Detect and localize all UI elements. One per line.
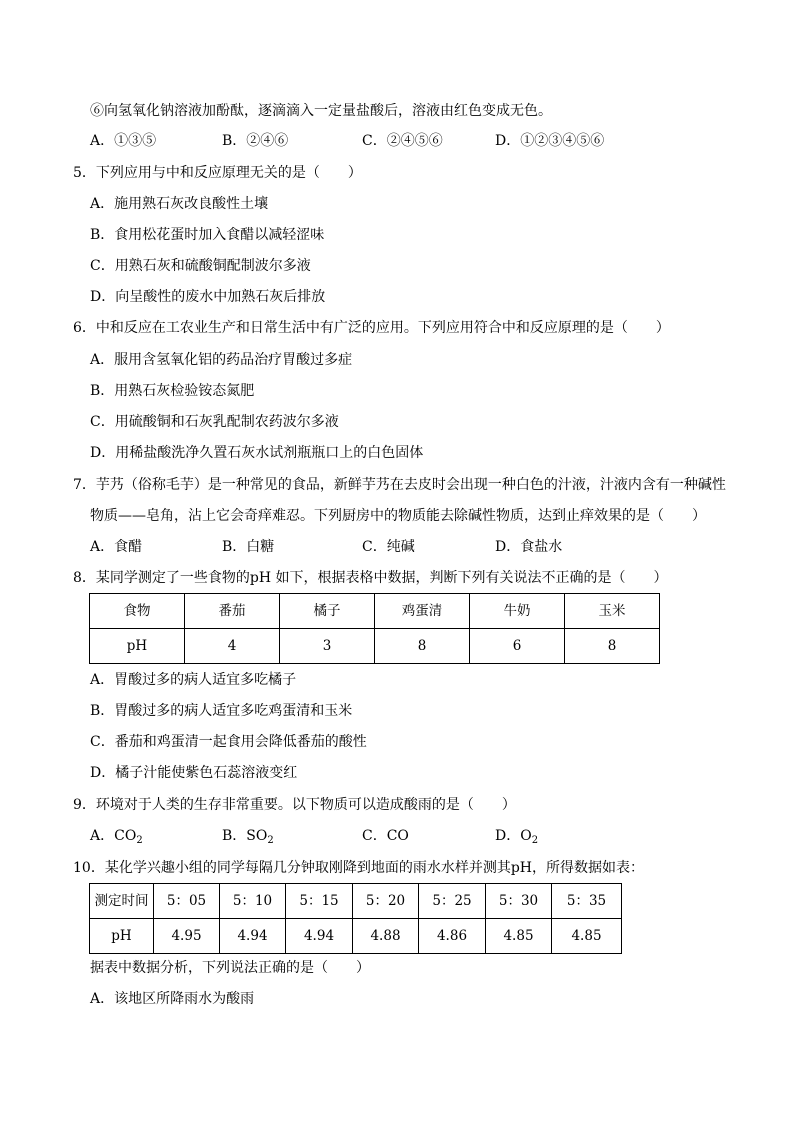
question-10-option-a: A．该地区所降雨水为酸雨 [90, 991, 255, 1007]
question-9-stem: 9．环境对于人类的生存非常重要。以下物质可以造成酸雨的是（ ） [73, 797, 516, 813]
table-cell: 5：10 [220, 884, 286, 919]
question-10-sub-stem: 据表中数据分析，下列说法正确的是（ ） [90, 960, 370, 976]
question-9-option-d [495, 826, 538, 846]
formula-main: SO [246, 828, 268, 844]
question-5-option-a: A．施用熟石灰改良酸性土壤 [90, 196, 269, 212]
question-7-stem-line-2: 物质——皂角，沾上它会奇痒难忍。下列厨房中的物质能去除碱性物质，达到止痒效果的是（ ） [90, 508, 706, 524]
question-5-option-d: D．向呈酸性的废水中加熟石灰后排放 [90, 289, 326, 305]
question-4-option-c: C．②④⑤⑥ [362, 133, 443, 149]
table-cell: 4.86 [419, 919, 486, 954]
question-8-option-b: B．胃酸过多的病人适宜多吃鸡蛋清和玉米 [90, 703, 353, 719]
table-cell: 4.94 [220, 919, 286, 954]
table-cell: 5：35 [552, 884, 622, 919]
formula-subscript: 2 [267, 835, 274, 846]
table-cell: 6 [470, 629, 565, 664]
rain-ph-table [89, 883, 622, 954]
question-8-option-c: C．番茄和鸡蛋清一起食用会降低番茄的酸性 [90, 734, 367, 750]
table-cell: pH [90, 919, 154, 954]
food-ph-table [89, 593, 660, 664]
question-4-statement-6: ⑥向氢氧化钠溶液加酚酞，逐滴滴入一定量盐酸后，溶液由红色变成无色。 [90, 103, 552, 119]
table-cell: 5：25 [419, 884, 486, 919]
table-cell: 牛奶 [470, 594, 565, 629]
formula-subscript: 2 [531, 835, 539, 846]
question-6-option-a: A．服用含氢氧化铝的药品治疗胃酸过多症 [90, 352, 353, 368]
question-7-option-c: C．纯碱 [362, 539, 415, 555]
question-8-option-a: A．胃酸过多的病人适宜多吃橘子 [90, 672, 297, 688]
question-9-option-b [222, 826, 274, 846]
table-cell: 5：20 [353, 884, 419, 919]
question-7-option-d: D．食盐水 [495, 539, 563, 555]
table-cell: 食物 [90, 594, 185, 629]
table-cell: 8 [375, 629, 470, 664]
formula-subscript: 2 [136, 835, 143, 846]
table-cell: 4 [185, 629, 280, 664]
table-cell: 5：05 [154, 884, 220, 919]
table-cell: 4.95 [154, 919, 220, 954]
option-prefix: D． [495, 828, 521, 844]
question-6-stem: 6．中和反应在工农业生产和日常生活中有广泛的应用。下列应用符合中和反应原理的是（ ） [73, 320, 670, 336]
table-row [90, 919, 622, 954]
formula-main: CO [114, 828, 137, 844]
table-cell: 测定时间 [90, 884, 154, 919]
question-4-option-d: D．①②③④⑤⑥ [495, 133, 605, 149]
table-cell: 4.94 [286, 919, 353, 954]
table-cell: 8 [565, 629, 660, 664]
table-cell: 橘子 [280, 594, 375, 629]
question-6-option-c: C．用硫酸铜和石灰乳配制农药波尔多液 [90, 414, 339, 430]
question-9-option-c [362, 826, 409, 846]
option-prefix: B． [222, 828, 247, 844]
question-9-option-a [90, 826, 143, 846]
table-cell: 4.88 [353, 919, 419, 954]
question-4-option-b: B．②④⑥ [222, 133, 289, 149]
table-cell: 5：15 [286, 884, 353, 919]
table-cell: 玉米 [565, 594, 660, 629]
question-4-option-a: A．①③⑤ [90, 133, 157, 149]
table-cell: 5：30 [486, 884, 552, 919]
table-header-row [90, 594, 660, 629]
question-8-stem: 8．某同学测定了一些食物的pH 如下，根据表格中数据，判断下列有关说法不正确的是（ ） [73, 570, 668, 586]
question-7-option-b: B．白糖 [222, 539, 275, 555]
table-cell: 4.85 [552, 919, 622, 954]
table-cell: 番茄 [185, 594, 280, 629]
table-cell: 4.85 [486, 919, 552, 954]
table-cell: 鸡蛋清 [375, 594, 470, 629]
table-cell: pH [90, 629, 185, 664]
formula-main: O [520, 828, 532, 844]
question-10-stem: 10．某化学兴趣小组的同学每隔几分钟取刚降到地面的雨水水样并测其pH，所得数据如表： [73, 860, 644, 876]
question-5-option-b: B．食用松花蛋时加入食醋以减轻涩味 [90, 227, 325, 243]
question-8-option-d: D．橘子汁能使紫色石蕊溶液变红 [90, 765, 298, 781]
question-7-option-a: A．食醋 [90, 539, 143, 555]
table-cell: 3 [280, 629, 375, 664]
table-row [90, 629, 660, 664]
formula-main: CO [386, 828, 409, 844]
question-6-option-b: B．用熟石灰检验铵态氮肥 [90, 383, 255, 399]
question-6-option-d: D．用稀盐酸洗净久置石灰水试剂瓶瓶口上的白色固体 [90, 445, 424, 461]
table-header-row [90, 884, 622, 919]
option-prefix: A． [90, 828, 115, 844]
question-5-stem: 5．下列应用与中和反应原理无关的是（ ） [73, 165, 362, 181]
option-prefix: C． [362, 828, 387, 844]
question-5-option-c: C．用熟石灰和硫酸铜配制波尔多液 [90, 258, 311, 274]
question-7-stem-line-1: 7．芋艿（俗称毛芋）是一种常见的食品，新鲜芋艿在去皮时会出现一种白色的汁液，汁液内含有一种碱性 [73, 477, 726, 493]
